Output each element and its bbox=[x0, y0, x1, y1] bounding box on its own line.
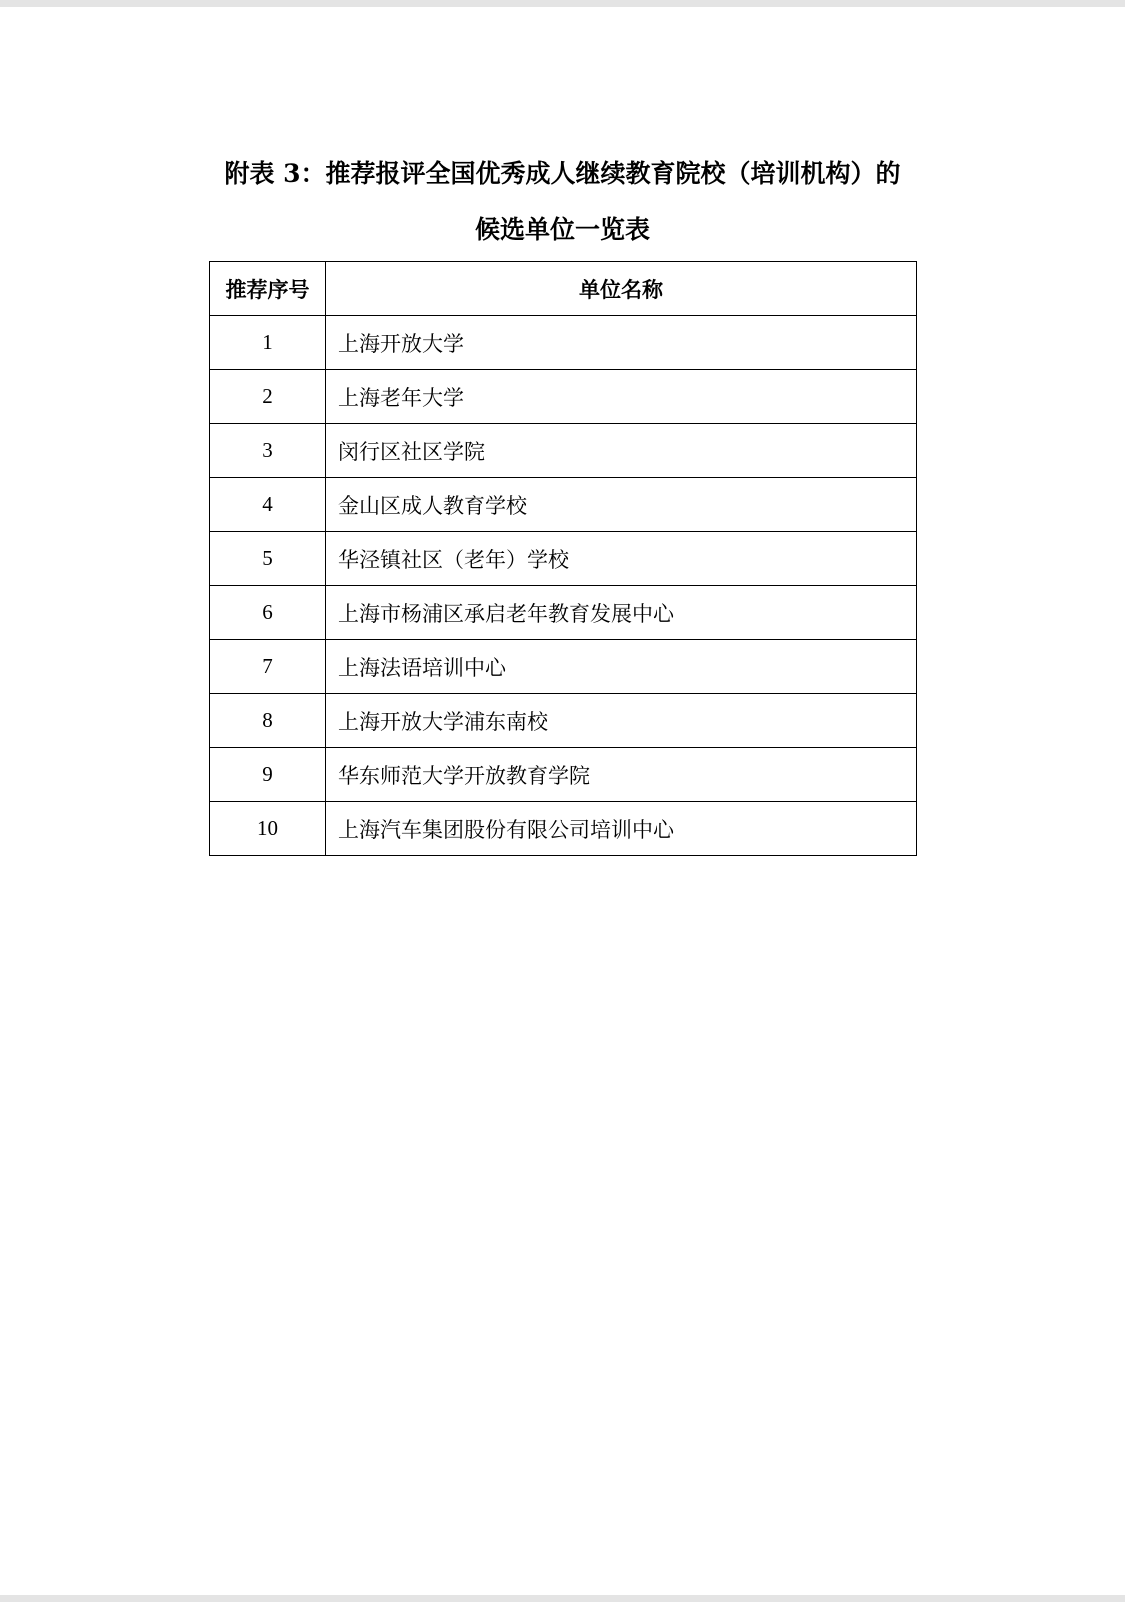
row-number: 3 bbox=[210, 424, 326, 478]
table-row bbox=[210, 586, 917, 640]
row-unit-name: 闵行区社区学院 bbox=[326, 424, 917, 478]
table-row bbox=[210, 532, 917, 586]
table-row bbox=[210, 370, 917, 424]
document-title-line-1: 附表 3：推荐报评全国优秀成人继续教育院校（培训机构）的 bbox=[224, 159, 901, 188]
row-unit-name: 金山区成人教育学校 bbox=[326, 478, 917, 532]
row-number: 4 bbox=[210, 478, 326, 532]
row-unit-name: 上海开放大学浦东南校 bbox=[326, 694, 917, 748]
header-unit-name: 单位名称 bbox=[326, 262, 917, 316]
row-number: 9 bbox=[210, 748, 326, 802]
table-row bbox=[210, 802, 917, 856]
row-number: 10 bbox=[210, 802, 326, 856]
row-unit-name: 上海开放大学 bbox=[326, 316, 917, 370]
row-number: 8 bbox=[210, 694, 326, 748]
row-number: 7 bbox=[210, 640, 326, 694]
row-unit-name: 华泾镇社区（老年）学校 bbox=[326, 532, 917, 586]
table-row bbox=[210, 478, 917, 532]
row-number: 2 bbox=[210, 370, 326, 424]
table-row bbox=[210, 424, 917, 478]
row-number: 6 bbox=[210, 586, 326, 640]
table-row bbox=[210, 748, 917, 802]
header-recommend-number: 推荐序号 bbox=[210, 262, 326, 316]
row-unit-name: 上海法语培训中心 bbox=[326, 640, 917, 694]
table-row bbox=[210, 640, 917, 694]
row-unit-name: 上海汽车集团股份有限公司培训中心 bbox=[326, 802, 917, 856]
row-number: 1 bbox=[210, 316, 326, 370]
table-header-row bbox=[210, 262, 917, 316]
table-row bbox=[210, 694, 917, 748]
document-page bbox=[0, 7, 1125, 1595]
row-unit-name: 华东师范大学开放教育学院 bbox=[326, 748, 917, 802]
table-row bbox=[210, 316, 917, 370]
row-unit-name: 上海市杨浦区承启老年教育发展中心 bbox=[326, 586, 917, 640]
candidate-units-table bbox=[209, 261, 917, 856]
document-title-line-2: 候选单位一览表 bbox=[474, 215, 650, 244]
row-number: 5 bbox=[210, 532, 326, 586]
row-unit-name: 上海老年大学 bbox=[326, 370, 917, 424]
